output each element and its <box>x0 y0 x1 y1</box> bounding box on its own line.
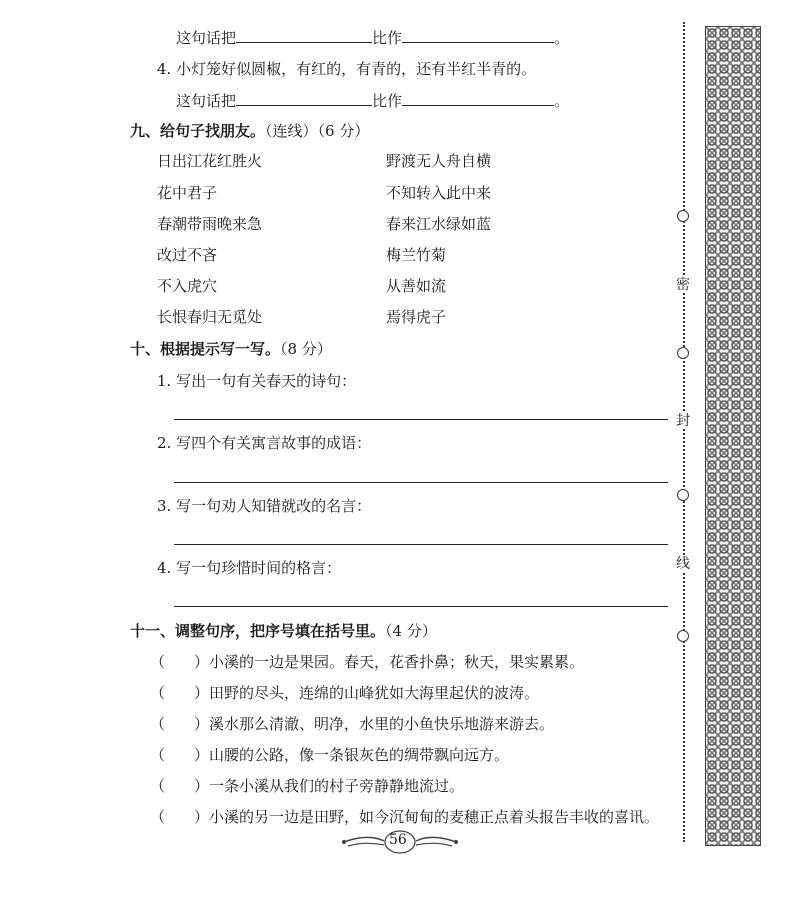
page-number: 56 <box>389 832 407 848</box>
binding-char-feng: 封 <box>676 413 690 429</box>
q9-right-1[interactable]: 野渡无人舟自横 <box>386 152 492 170</box>
q8-item4: 4. 小灯笼好似圆椒，有红的，有青的，还有半红半青的。 <box>157 60 537 78</box>
answer-blank[interactable] <box>236 91 372 106</box>
binding-char-xian: 线 <box>676 556 690 572</box>
answer-paren[interactable]: （ <box>150 715 166 733</box>
page-number-ornament <box>340 826 460 858</box>
q11-item-1: （ ）小溪的一边是果园。春天，花香扑鼻；秋天，果实累累。 <box>150 653 585 671</box>
q8-line4: 这句话把 比作 。 <box>176 92 570 110</box>
q11-item-6: （ ）小溪的另一边是田野，如今沉甸甸的麦穗正点着头报告丰收的喜讯。 <box>150 808 660 826</box>
q8-line3: 这句话把 比作 。 <box>176 29 570 47</box>
q11-item-5: （ ）一条小溪从我们的村子旁静静地流过。 <box>150 777 465 795</box>
decorative-pattern-border <box>705 26 761 846</box>
q9-left-6[interactable]: 长恨春归无觅处 <box>157 308 263 326</box>
answer-blank[interactable] <box>236 28 372 43</box>
answer-paren[interactable]: （ <box>150 746 166 764</box>
binding-hole-icon <box>677 210 689 222</box>
q9-left-4[interactable]: 改过不吝 <box>157 246 218 264</box>
q9-right-5[interactable]: 从善如流 <box>386 277 447 295</box>
q9-left-1[interactable]: 日出江花红胜火 <box>157 152 263 170</box>
q9-right-6[interactable]: 焉得虎子 <box>386 308 447 326</box>
q9-left-5[interactable]: 不入虎穴 <box>157 277 218 295</box>
answer-blank[interactable] <box>402 28 554 43</box>
q9-right-4[interactable]: 梅兰竹菊 <box>386 246 447 264</box>
answer-line[interactable] <box>174 544 668 545</box>
q9-left-3[interactable]: 春潮带雨晚来急 <box>157 215 263 233</box>
q11-item-4: （ ）山腰的公路，像一条银灰色的绸带飘向远方。 <box>150 746 510 764</box>
answer-paren[interactable]: （ <box>150 808 166 826</box>
answer-paren[interactable]: （ <box>150 777 166 795</box>
answer-line[interactable] <box>174 419 668 420</box>
q10-item-3: 3. 写一句劝人知错就改的名言： <box>157 497 372 515</box>
binding-char-mi: 密 <box>676 277 690 293</box>
q10-item-4: 4. 写一句珍惜时间的格言： <box>157 559 342 577</box>
q9-left-2[interactable]: 花中君子 <box>157 184 218 202</box>
binding-dotted-line <box>683 22 685 842</box>
q9-right-3[interactable]: 春来江水绿如蓝 <box>386 215 492 233</box>
answer-line[interactable] <box>174 606 668 607</box>
q11-item-3: （ ）溪水那么清澈、明净，水里的小鱼快乐地游来游去。 <box>150 715 555 733</box>
q10-item-1: 1. 写出一句有关春天的诗句： <box>157 372 357 390</box>
binding-hole-icon <box>677 347 689 359</box>
q10-title: 十、根据提示写一写。（8 分） <box>130 340 332 358</box>
q10-item-2: 2. 写四个有关寓言故事的成语： <box>157 434 372 452</box>
answer-line[interactable] <box>174 482 668 483</box>
binding-hole-icon <box>677 630 689 642</box>
q11-item-2: （ ）田野的尽头，连绵的山峰犹如大海里起伏的波涛。 <box>150 684 540 702</box>
answer-paren[interactable]: （ <box>150 684 166 702</box>
answer-blank[interactable] <box>402 91 554 106</box>
binding-hole-icon <box>677 489 689 501</box>
q11-title: 十一、调整句序，把序号填在括号里。（4 分） <box>130 622 437 640</box>
q9-right-2[interactable]: 不知转入此中来 <box>386 184 492 202</box>
q9-title: 九、给句子找朋友。（连线）（6 分） <box>130 122 370 140</box>
answer-paren[interactable]: （ <box>150 653 166 671</box>
